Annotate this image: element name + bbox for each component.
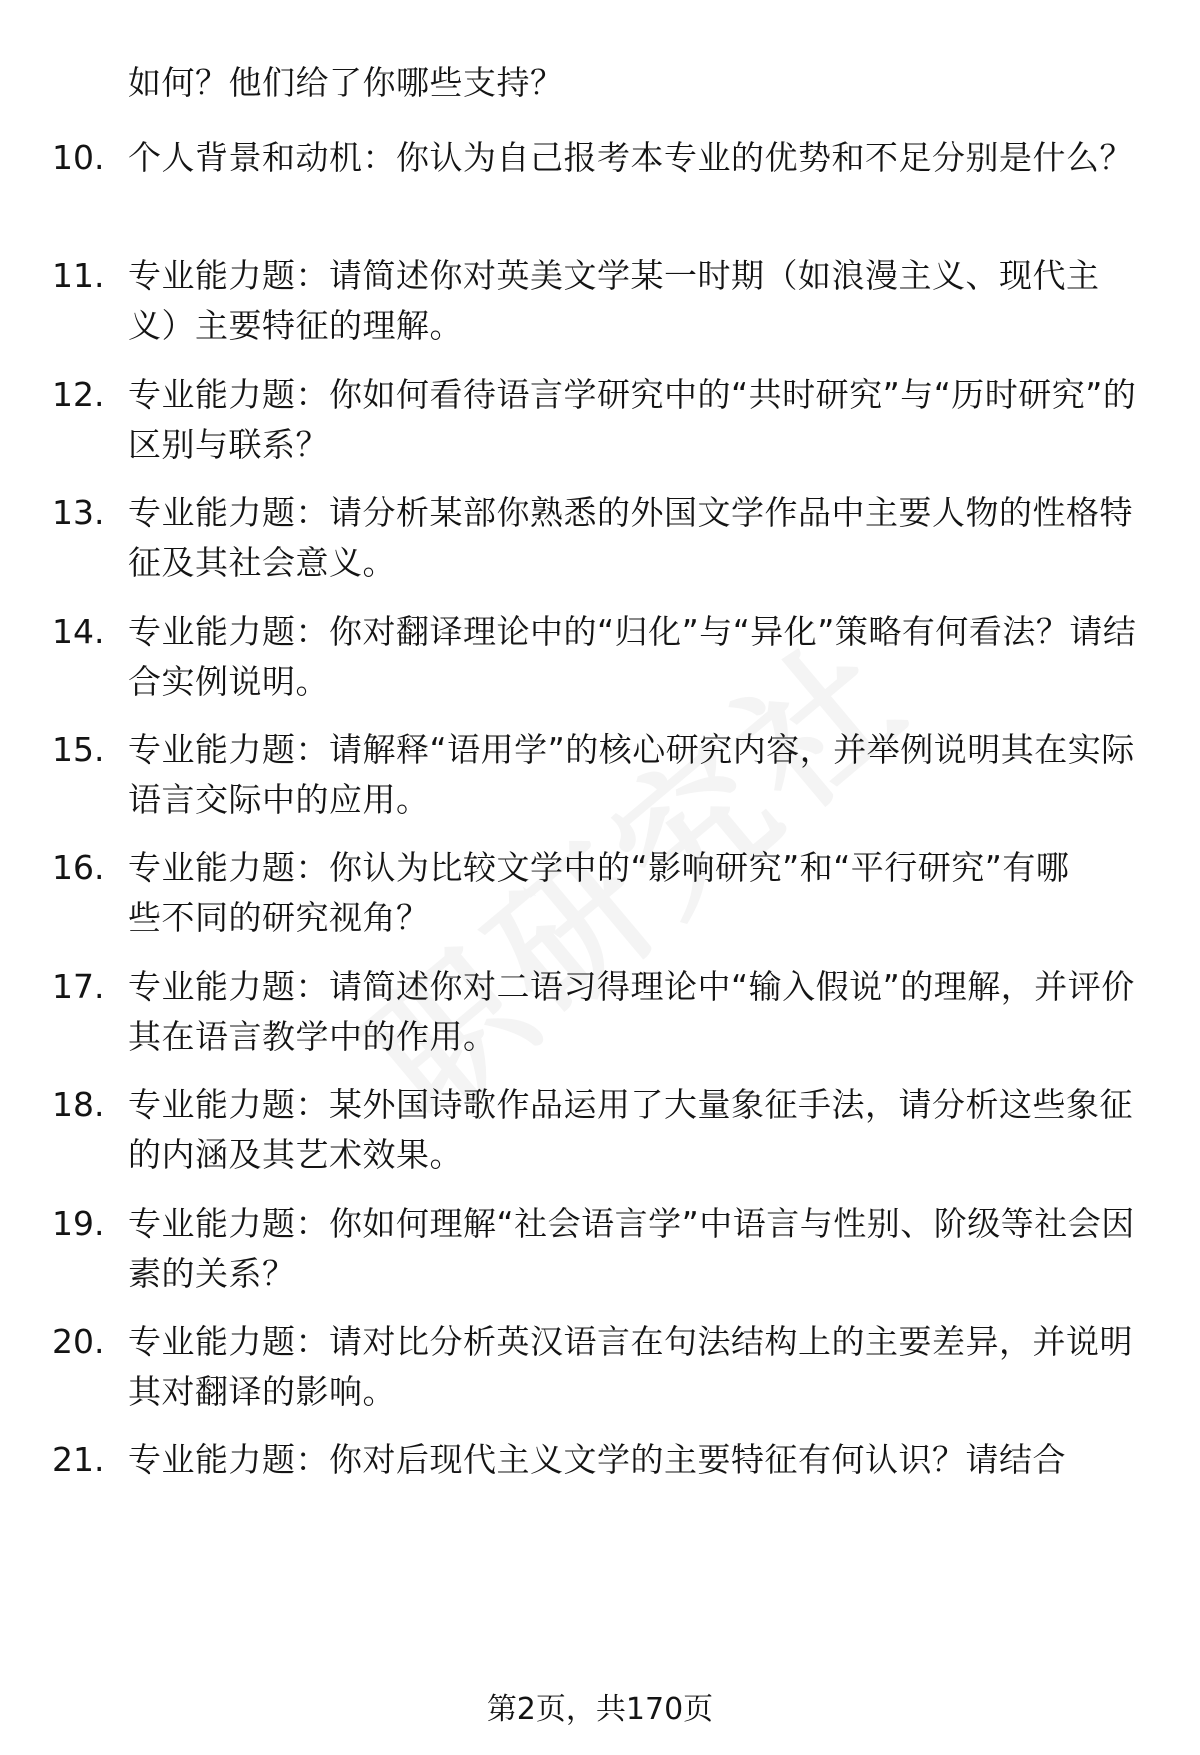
- item-number: 16.: [52, 848, 105, 887]
- item-number: 12.: [52, 375, 105, 414]
- page-number-footer: 第2页，共170页: [486, 1692, 714, 1727]
- item-number: 14.: [52, 612, 105, 651]
- item-number: 15.: [52, 730, 105, 769]
- item-text: 专业能力题：你对翻译理论中的“归化”与“异化”策略有何看法？请结合实例说明。: [128, 612, 1137, 701]
- item-text: 专业能力题：你认为比较文学中的“影响研究”和“平行研究”有哪些不同的研究视角？: [128, 848, 1070, 937]
- item-text: 专业能力题：请简述你对二语习得理论中“输入假说”的理解，并评价其在语言教学中的作用。: [128, 967, 1135, 1056]
- item-number: 21.: [52, 1440, 105, 1479]
- item-number: 20.: [52, 1322, 105, 1361]
- item-text: 个人背景和动机：你认为自己报考本专业的优势和不足分别是什么？: [128, 138, 1133, 177]
- item-number: 17.: [52, 967, 105, 1006]
- item-text: 专业能力题：你如何理解“社会语言学”中语言与性别、阶级等社会因素的关系？: [128, 1204, 1135, 1293]
- item-text: 专业能力题：你如何看待语言学研究中的“共时研究”与“历时研究”的区别与联系？: [128, 375, 1137, 464]
- item-text: 专业能力题：请对比分析英汉语言在句法结构上的主要差异，并说明其对翻译的影响。: [128, 1322, 1133, 1411]
- item-text: 专业能力题：请简述你对英美文学某一时期（如浪漫主义、现代主义）主要特征的理解。: [128, 256, 1100, 345]
- item-number: 19.: [52, 1204, 105, 1243]
- item-number: 13.: [52, 493, 105, 532]
- item-text: 专业能力题：请解释“语用学”的核心研究内容，并举例说明其在实际语言交际中的应用。: [128, 730, 1135, 819]
- item-number: 11.: [52, 256, 105, 295]
- continuation-text: 如何？他们给了你哪些支持？: [128, 63, 564, 102]
- item-text: 专业能力题：某外国诗歌作品运用了大量象征手法，请分析这些象征的内涵及其艺术效果。: [128, 1085, 1133, 1174]
- item-text: 专业能力题：你对后现代主义文学的主要特征有何认识？请结合: [128, 1440, 1066, 1479]
- item-text: 专业能力题：请分析某部你熟悉的外国文学作品中主要人物的性格特征及其社会意义。: [128, 493, 1133, 582]
- item-number: 18.: [52, 1085, 105, 1124]
- item-number: 10.: [52, 138, 105, 177]
